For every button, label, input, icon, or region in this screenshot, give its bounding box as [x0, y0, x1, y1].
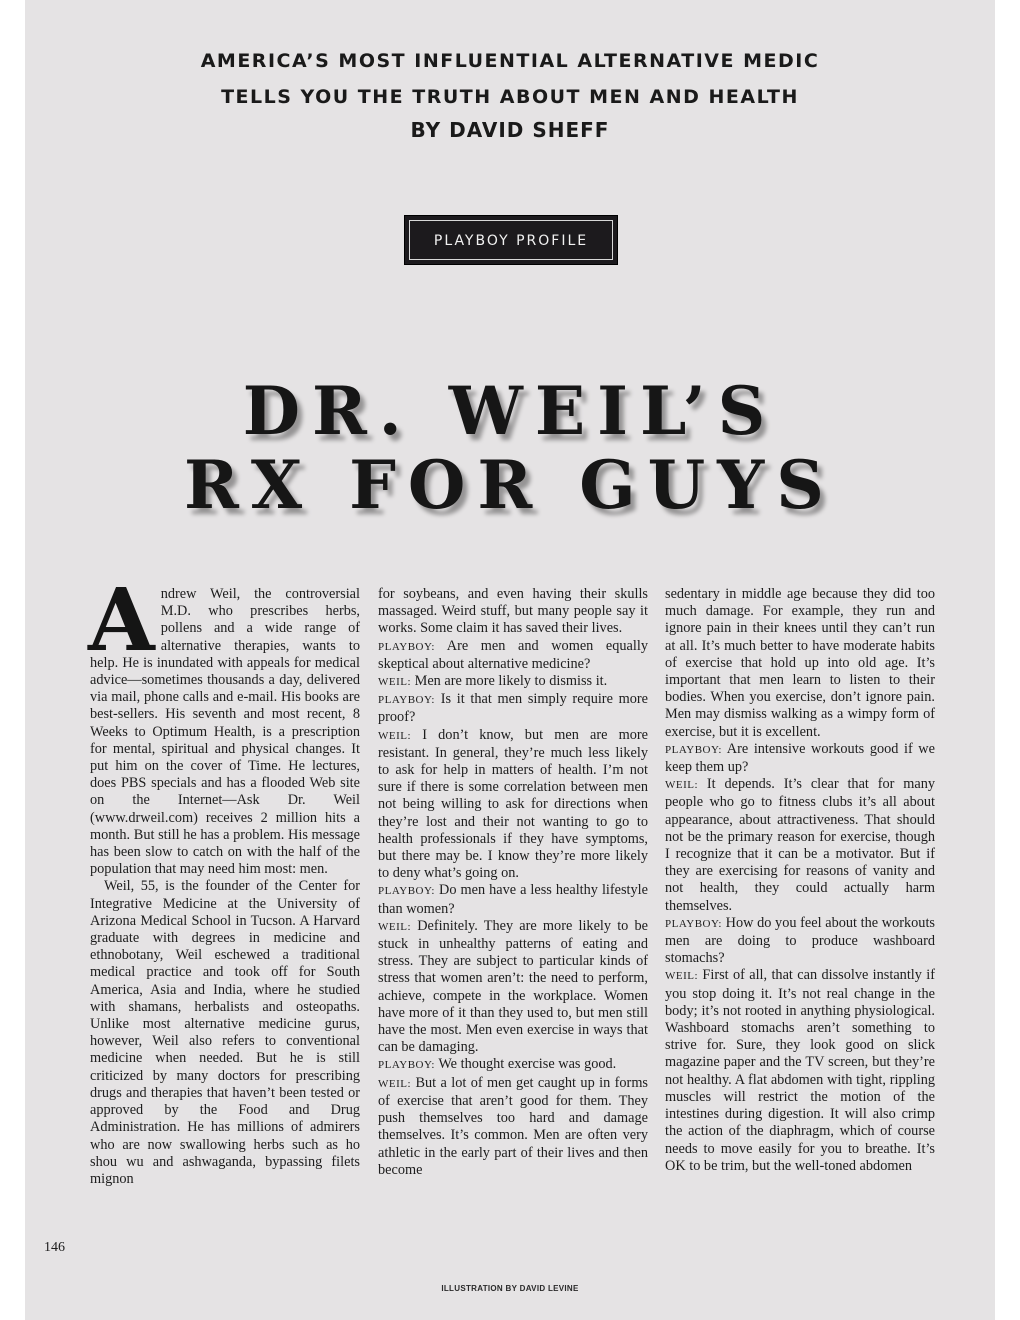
- speaker-label: WEIL:: [378, 729, 412, 742]
- headline-line-1: DR. WEIL’S: [242, 372, 778, 450]
- deck-line-1: AMERICA’S MOST INFLUENTIAL ALTERNATIVE MEDIC: [200, 50, 820, 72]
- interview-answer: [665, 967, 935, 1174]
- question-text: Is it that men simply require more proof?: [378, 691, 648, 726]
- question-text: We thought exercise was good.: [438, 1056, 617, 1073]
- interview-question: [378, 638, 648, 673]
- question-text: Are intensive workouts good if we keep them up?: [665, 740, 935, 776]
- speaker-label: WEIL:: [378, 1077, 412, 1090]
- interview-question: [665, 741, 935, 776]
- speaker-label: PLAYBOY:: [378, 1059, 435, 1072]
- section-badge-label: PLAYBOY PROFILE: [409, 220, 613, 260]
- intro-text: ndrew Weil, the controversial M.D. who prescribes herbs, pollens and a wide range of alternative therapies, wants to help. He is inundated with appeals for medical advice—sometimes thousands a day, delivered via mail, phone calls and e-mail. His books are best-sellers. His seventh and most recent, 8 Weeks to Optimum Health, is a prescription for mental, spiritual and physical changes. It put him on the cover of Time. He lectures, does PBS specials and has a flooded Web site on the Internet—Ask Dr. Weil (www.drweil.com) receives 2 million hits a month. But still he has a problem. His message has been slow to catch on with the half of the population that may need him most: men.: [90, 586, 360, 878]
- answer-text: Definitely. They are more likely to be stuck in unhealthy patterns of eating and stress. They are subject to particular kinds of stress that women aren’t: the need to perform, achieve, compete in the workplace. Women have more of it than they used to, but men still have the most. Men even exercise in ways that can be damaging.: [378, 917, 648, 1056]
- byline: BY DAVID SHEFF: [410, 118, 610, 142]
- headline-line-2: RX FOR GUYS: [184, 446, 836, 524]
- article-column-2: [378, 586, 648, 1179]
- interview-question: [378, 882, 648, 917]
- answer-text: Men are more likely to dismiss it.: [414, 673, 608, 690]
- article-column-1: [88, 570, 360, 1188]
- speaker-label: PLAYBOY:: [665, 743, 722, 756]
- interview-answer: [378, 1075, 648, 1179]
- question-text: How do you feel about the workouts men are doing to produce washboard stomachs?: [665, 914, 935, 967]
- interview-question: [378, 691, 648, 726]
- interview-answer: [378, 727, 648, 883]
- section-badge: [404, 215, 618, 265]
- speaker-label: WEIL:: [665, 779, 699, 792]
- interview-answer: [378, 673, 648, 691]
- interview-answer: [378, 918, 648, 1057]
- body-paragraph: for soybeans, and even having their skulls massaged. Weird stuff, but many people say it works. Some claim it has saved their lives.: [378, 586, 648, 637]
- answer-text: But a lot of men get caught up in forms of exercise that aren’t good for them. They push themselves too hard and damage themselves. It’s common. Men are often very athletic in the early part of their lives and then become: [378, 1074, 648, 1178]
- body-paragraph: Weil, 55, is the founder of the Center for Integrative Medicine at the University of Arizona Medical School in Tucson. A Harvard graduate with degrees in medicine and ethnobotany, Weil eschewed a traditional medical practice and took off for South America, Asia and India, where he studied with shamans, herbalists and osteopaths. Unlike most alternative medicine gurus, however, Weil also refers to conventional medicine when needed. But he is still criticized by many doctors for prescribing drugs and therapies that haven’t been tested or approved by the Food and Drug Administration. He has millions of admirers who are now swallowing herbs such as ho shou wu and ashwaganda, bypassing filets mignon: [90, 878, 360, 1187]
- interview-question: [665, 915, 935, 968]
- illustration-credit: ILLUSTRATION BY DAVID LEVINE: [441, 1284, 579, 1293]
- speaker-label: PLAYBOY:: [378, 885, 435, 898]
- interview-question: [378, 1056, 648, 1074]
- answer-text: It depends. It’s clear that for many people who go to fitness clubs it’s all about appearance, about attractiveness. That should not be the primary reason for exercise, though I recognize that it can be a motivator. But if they are exercising for reasons of vanity and not health, they could actually harm themselves.: [665, 776, 935, 914]
- article-column-3: [665, 586, 935, 1175]
- answer-text: I don’t know, but men are more resistant. In general, they’re much less likely to ask for help in matters of health. I’m not sure if there is some correlation between men not being willing to ask for directions when they’re lost and their not wanting to go to health professionals if they have symptoms, but there may be. I know they’re more likely to deny what’s going on.: [378, 726, 648, 882]
- interview-answer: [665, 776, 935, 915]
- intro-paragraph: [88, 570, 360, 878]
- page-number: 146: [44, 1240, 65, 1255]
- drop-cap: A: [88, 570, 155, 671]
- deck-line-2: TELLS YOU THE TRUTH ABOUT MEN AND HEALTH: [221, 86, 799, 108]
- answer-text: First of all, that can dissolve instantly if you stop doing it. It’s not real change in the body; it’s not rooted in anything physiological. Washboard stomachs aren’t something to strive for. Sure, they look good on slick magazine paper and the TV screen, but they’re not healthy. A flat abdomen with tight, rippling muscles will restrict the motion of the intestines during digestion. It will also crimp the action of the diaphragm, which of course needs to move easily for you to breathe. It’s OK to be trim, but the well-toned abdomen: [665, 967, 935, 1174]
- speaker-label: PLAYBOY:: [378, 694, 435, 707]
- speaker-label: PLAYBOY:: [665, 917, 722, 930]
- question-text: Do men have a less healthy lifestyle than women?: [378, 882, 648, 917]
- speaker-label: PLAYBOY:: [378, 640, 435, 653]
- body-paragraph: sedentary in middle age because they did too much damage. For example, they run and ignore pain in their knees until they can’t run at all. It’s much better to have moderate habits of exercise that hold up into old age. It’s important that men learn to listen to their bodies. When you exercise, don’t ignore pain. Men may dismiss walking as a wimpy form of exercise, but it is excellent.: [665, 586, 935, 740]
- speaker-label: WEIL:: [378, 676, 412, 689]
- question-text: Are men and women equally skeptical about alternative medicine?: [378, 637, 648, 672]
- speaker-label: WEIL:: [665, 970, 699, 983]
- speaker-label: WEIL:: [378, 920, 412, 933]
